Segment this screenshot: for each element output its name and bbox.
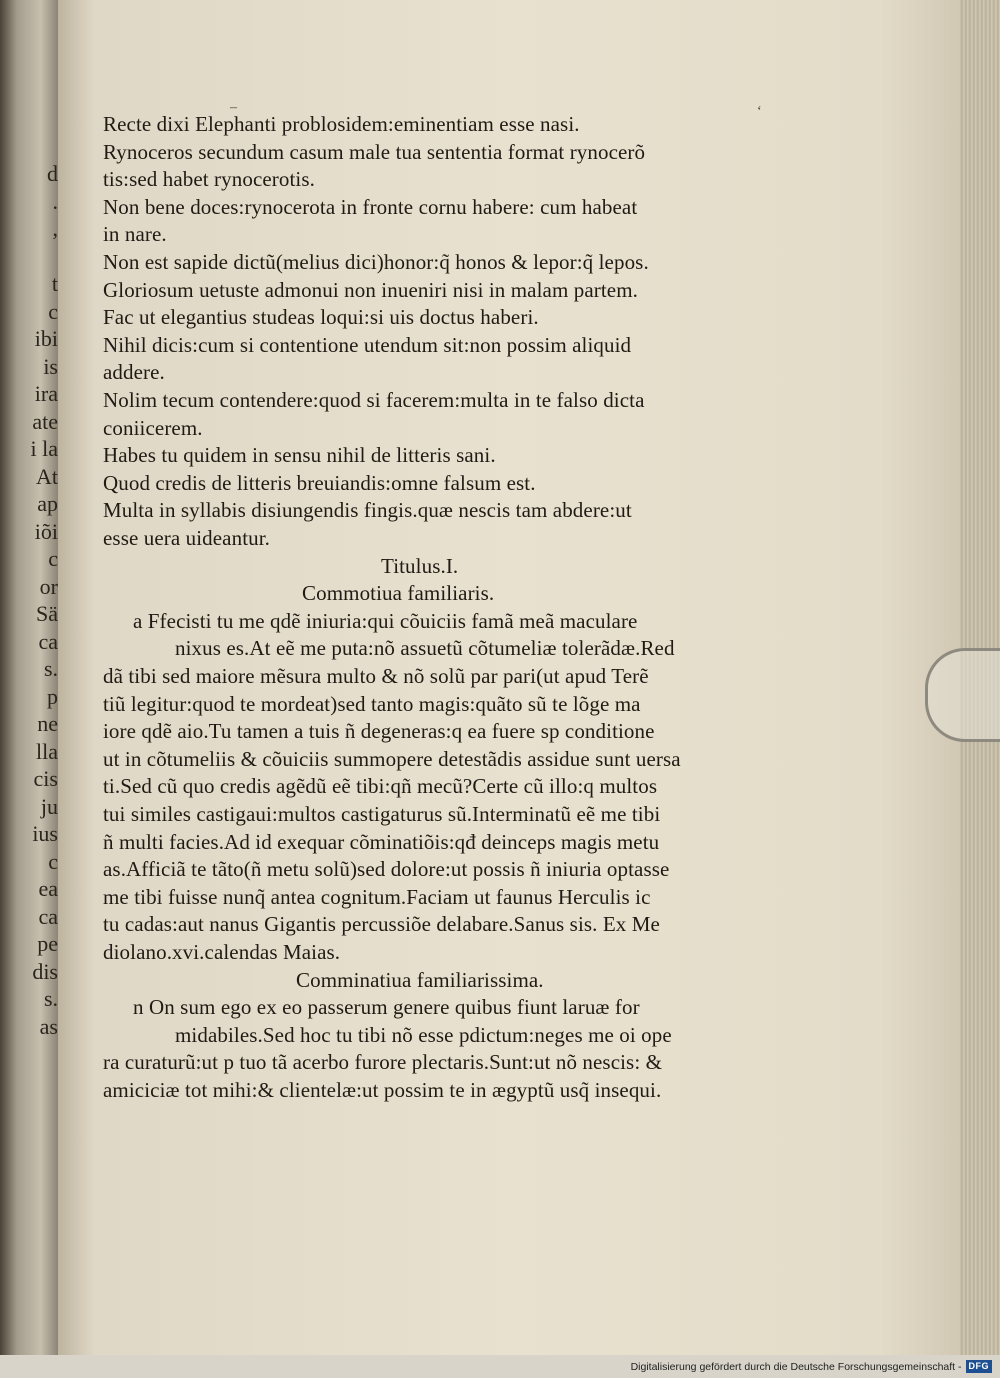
text-line: ra curaturũ:ut p tuo tã acerbo furore plectaris.Sunt:ut nõ nescis: & xyxy=(103,1050,663,1075)
text-line: Gloriosum uetuste admonui non inueniri nisi in malam partem. xyxy=(103,277,638,302)
text-line: tui similes castigaui:multos castigaturus sũ.Interminatũ eẽ me tibi xyxy=(103,802,661,826)
text-line: dã tibi sed maiore mẽsura multo & nõ solũ par pari(ut apud Terẽ xyxy=(103,664,649,688)
text-line: iore qdẽ aio.Tu tamen a tuis ñ degeneras:q ea fuere sp conditione xyxy=(103,719,655,744)
text-line: Recte dixi Elephanti problosidem:eminentiam esse nasi. xyxy=(103,112,580,136)
text-line: a Ffecisti tu me qdẽ iniuria:qui cõuiciis famã meã maculare xyxy=(133,608,638,633)
text-line: diolano.xvi.calendas Maias. xyxy=(103,940,341,964)
text-line: as.Afficiã te tãto(ñ metu solũ)sed dolore:ut possis ñ iniuria optasse xyxy=(103,857,670,882)
text-line: tis:sed habet rynocerotis. xyxy=(103,167,315,192)
text-line: esse uera uideantur. xyxy=(103,526,271,550)
text-line: midabiles.Sed hoc tu tibi nõ esse pdictum:neges me oi ope xyxy=(175,1022,672,1047)
text-line: Non est sapide dictũ(melius dici)honor:q̃ honos & lepor:q̃ lepos. xyxy=(103,250,649,274)
left-page-fragments: d . , t c ibi is ira ate i la At ap iõi c or Sä ca s. p ne lla cis ju ius c ea ca pe dis s. as xyxy=(30,161,58,1039)
text-line: addere. xyxy=(103,360,165,385)
text-line: Fac ut elegantius studeas loqui:si uis doctus haberi. xyxy=(103,305,539,330)
text-line: in nare. xyxy=(103,222,167,247)
stray-mark: ʻ xyxy=(757,104,762,119)
stray-mark: – xyxy=(230,100,237,115)
text-line: ti.Sed cũ quo credis agẽdũ eẽ tibi:qñ mecũ?Certe cũ illo:q multos xyxy=(103,774,658,799)
text-line: nixus es.At eẽ me puta:nõ assuetũ cõtumeliæ tolerãdæ.Red xyxy=(175,636,675,661)
text-line: Rynoceros secundum casum male tua sententia format rynocerõ xyxy=(103,139,646,164)
text-line: coniicerem. xyxy=(103,415,203,440)
text-line: Nihil dicis:cum si contentione utendum sit:non possim aliquid xyxy=(103,332,632,357)
text-line: me tibi fuisse nunq̃ antea cognitum.Faciam ut faunus Herculis ic xyxy=(103,884,651,909)
text-line: Comminatiua familiarissima. xyxy=(296,967,544,992)
text-line: Titulus.I. xyxy=(381,553,459,578)
text-line: tiũ legitur:quod te mordeat)sed tanto magis:quãto sũ te lõge ma xyxy=(103,691,641,716)
text-line: Habes tu quidem in sensu nihil de litteris sani. xyxy=(103,443,496,468)
text-line: Non bene doces:rynocerota in fronte cornu habere: cum habeat xyxy=(103,194,638,219)
text-line: n On sum ego ex eo passerum genere quibus fiunt laruæ for xyxy=(133,995,640,1020)
text-line: tu cadas:aut nanus Gigantis percussiõe delabare.Sanus sis. Ex Me xyxy=(103,912,660,937)
text-line: Commotiua familiaris. xyxy=(302,581,495,606)
text-line: ut in cõtumeliis & cõuiciis summopere detestãdis assidue sunt uersa xyxy=(103,746,681,771)
text-line: amiciciæ tot mihi:& clientelæ:ut possim te in ægyptũ usq̃ insequi. xyxy=(103,1078,662,1102)
dfg-logo: DFG xyxy=(966,1360,993,1373)
footer xyxy=(631,1360,992,1373)
text-line: Nolim tecum contendere:quod si facerem:multa in te falso dicta xyxy=(103,388,645,412)
footer-text: Digitalisierung gefördert durch die Deutsche Forschungsgemeinschaft - xyxy=(630,1360,962,1373)
page-clip xyxy=(925,648,1000,742)
left-page-edge xyxy=(0,0,58,1355)
text-line: Quod credis de litteris breuiandis:omne falsum est. xyxy=(103,470,536,495)
text-line: ñ multi facies.Ad id exequar cõminatiõis:qđ deinceps magis metu xyxy=(103,829,660,854)
text-line: Multa in syllabis disiungendis fingis.quæ nescis tam abdere:ut xyxy=(103,498,632,523)
